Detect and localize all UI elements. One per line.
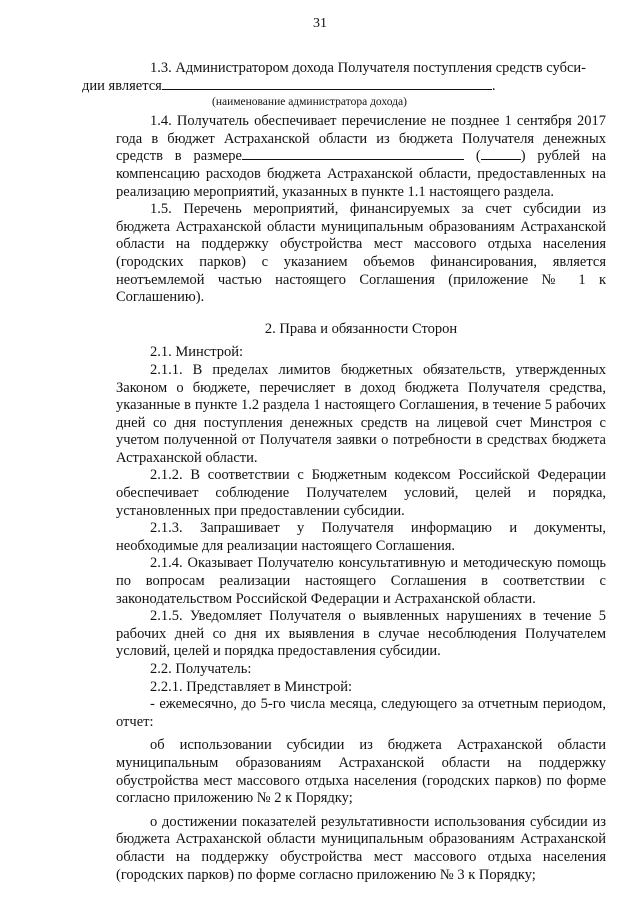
paragraph-2-1-4: 2.1.4. Оказывает Получателю консультативную и методическую помощь по вопросам реализации настоящего Соглашения в соответствии с законодательством Российской Федерации и Астраханской области. bbox=[116, 555, 606, 607]
amount-words-blank-line bbox=[481, 148, 521, 160]
paragraph-2-2-1-usage-report: об использовании субсидии из бюджета Астраханской области муниципальным образованиям Астраханской области на поддержку обустройства мест массового отдыха населения (городских парков) по форме согласно приложению № 2 к Порядку; bbox=[116, 737, 606, 807]
paragraph-1-3-line-a: 1.3. Администратором дохода Получателя поступления средств субси- bbox=[150, 60, 586, 76]
paragraph-2-2-1-indicators-report: о достижении показателей результативности использования субсидии из бюджета Астраханской области муниципальным образованиям Астраханской области на поддержку обустройства мест массового отдыха населения (городских парков) по форме согласно приложению № 3 к Порядку; bbox=[116, 813, 606, 883]
paragraph-2-1: 2.1. Минстрой: bbox=[150, 344, 244, 361]
paragraph-2-2-1: 2.2.1. Представляет в Минстрой: bbox=[150, 678, 353, 695]
page-number: 31 bbox=[313, 16, 327, 31]
paragraph-2-1-2: 2.1.2. В соответствии с Бюджетным кодексом Российской Федерации обеспечивает соблюдение Получателем условий, целей и порядка, установленных при предоставлении субсидии. bbox=[116, 467, 606, 519]
document-body bbox=[82, 60, 607, 884]
paragraph-1-4-paren-open: ( bbox=[475, 148, 481, 165]
paragraph-1-4 bbox=[116, 113, 606, 201]
paragraph-1-3 bbox=[82, 60, 606, 95]
paragraph-2-2: 2.2. Получатель: bbox=[150, 661, 252, 677]
section-2-heading: 2. Права и обязанности Сторон bbox=[264, 320, 458, 337]
paragraph-1-3-line-b: дии является bbox=[82, 77, 162, 94]
administrator-blank-line bbox=[162, 78, 492, 90]
paragraph-1-5: 1.5. Перечень мероприятий, финансируемых за счет субсидии из бюджета Астраханской области муниципальным образованиям Астраханской области на поддержку обустройства мест массового отдыха населения (городских парков) с указанием объемов финансирования, является неотъемлемой частью настоящего Соглашения (приложение № 1 к Соглашению). bbox=[116, 201, 606, 306]
paragraph-1-4-part-b: ) рублей на компенсацию расходов бюджета Астраханской области, предоставленных на реализацию мероприятий, указанных в пункте 1.1 настоящего раздела. bbox=[116, 148, 607, 200]
paragraph-2-2-1-monthly: - ежемесячно, до 5-го числа месяца, следующего за отчетным периодом, отчет: bbox=[116, 696, 606, 730]
paragraph-2-1-5: 2.1.5. Уведомляет Получателя о выявленных нарушениях в течение 5 рабочих дней со дня их выявления в случае несоблюдения Получателем условий, целей и порядка предоставления субсидии. bbox=[116, 608, 606, 660]
paragraph-1-3-end: . bbox=[491, 77, 496, 94]
paragraph-2-1-3: 2.1.3. Запрашивает у Получателя информацию и документы, необходимые для реализации настоящего Соглашения. bbox=[116, 520, 606, 554]
paragraph-2-1-1: 2.1.1. В пределах лимитов бюджетных обязательств, утвержденных Законом о бюджете, перечисляет в доход бюджета Получателя средства, указанные в пункте 1.2 раздела 1 настоящего Соглашения, в течение 5 рабочих дней со дня поступления денежных средств на лицевой счет Минстроя с учетом полученной от Получателя заявки о потребности в средствах бюджета Астраханской области. bbox=[116, 361, 606, 466]
administrator-caption: (наименование администратора дохода) bbox=[212, 96, 407, 109]
amount-blank-line bbox=[242, 148, 464, 160]
paragraph-1-4-part-a: 1.4. Получатель обеспечивает перечисление не позднее 1 сентября 2017 года в бюджет Астраханской области из бюджета Получателя денежных средств в размере bbox=[116, 113, 606, 165]
